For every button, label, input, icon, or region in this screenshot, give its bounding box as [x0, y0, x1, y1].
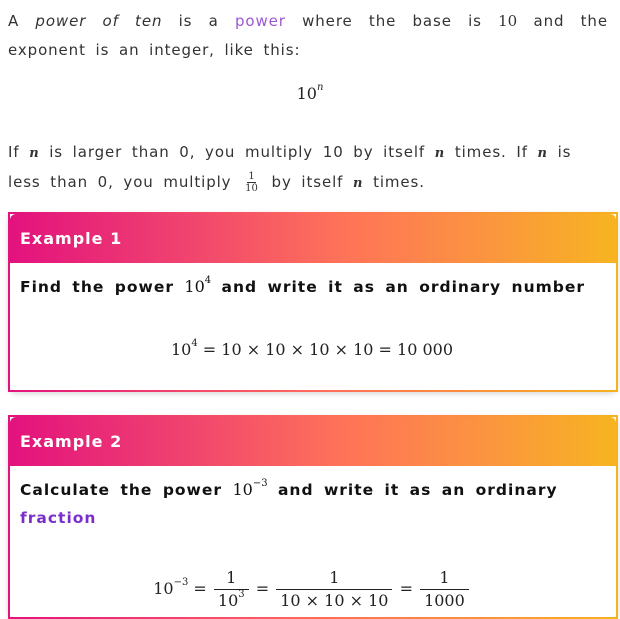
question-text: and write it as an ordinary	[277, 481, 558, 499]
solution-fraction-2	[280, 567, 388, 612]
fraction-one-tenth	[245, 171, 258, 194]
rule-text: If	[8, 143, 20, 161]
example-1-card	[8, 212, 618, 392]
variable-n: n	[537, 146, 548, 161]
formula-base: 10	[296, 84, 317, 103]
rule-text: by itself	[271, 173, 344, 191]
fraction-denominator: 10 × 10 × 10	[280, 591, 389, 610]
question-base: 10	[184, 277, 205, 296]
solution-fraction-1	[218, 567, 245, 612]
question-text: and write it as an ordinary number	[221, 278, 586, 296]
fraction-numerator: 1	[420, 567, 469, 590]
example-1-solution	[8, 337, 618, 359]
intro-text: A	[8, 12, 20, 30]
intro-paragraph	[8, 7, 608, 65]
solution-exponent: −3	[173, 576, 189, 588]
fraction-denominator-exponent: 3	[238, 588, 245, 600]
solution-base: 10	[153, 579, 174, 598]
fraction-denominator-base: 10	[217, 591, 239, 610]
question-text: Find the power	[20, 278, 174, 296]
solution-base: 10	[170, 340, 192, 359]
fraction-numerator: 1	[214, 567, 249, 590]
question-text: Calculate the power	[20, 481, 223, 499]
solution-exponent: 4	[191, 337, 198, 349]
fraction-link[interactable]: fraction	[20, 509, 97, 527]
display-formula	[0, 81, 620, 103]
equals-sign: =	[255, 579, 270, 598]
example-2-solution	[8, 567, 618, 612]
power-link[interactable]: power	[234, 12, 286, 30]
equals-sign: =	[399, 579, 413, 598]
fraction-denominator: 10	[245, 183, 258, 194]
fraction-numerator: 1	[276, 567, 392, 590]
variable-n: n	[434, 146, 446, 161]
example-2-header: Example 2	[10, 417, 616, 466]
variable-n: n	[353, 176, 364, 191]
rule-text: times.	[373, 173, 425, 191]
intro-text: is a	[178, 12, 219, 30]
fraction-denominator: 1000	[424, 591, 465, 610]
example-1-header: Example 1	[10, 214, 616, 263]
intro-text: where the base is	[302, 12, 482, 30]
variable-n: n	[29, 146, 40, 161]
example-2-card	[8, 415, 618, 619]
equals-sign: =	[193, 579, 207, 598]
fraction-numerator: 1	[248, 171, 255, 182]
solution-fraction-3	[424, 567, 465, 612]
question-base: 10	[232, 480, 253, 499]
rule-paragraph	[8, 138, 608, 198]
rule-text: times. If	[454, 143, 528, 161]
term-power-of-ten: power of ten	[35, 12, 163, 30]
question-exponent: 4	[204, 274, 212, 286]
formula-exponent: n	[316, 81, 324, 93]
example-2-question	[20, 476, 610, 532]
question-exponent: −3	[252, 477, 268, 489]
example-1-question	[20, 273, 610, 301]
rule-text: is larger than 0, you multiply 10 by itself	[49, 143, 426, 161]
solution-rhs: = 10 × 10 × 10 × 10 = 10 000	[202, 340, 454, 359]
rule-text: is less than 0, you multiply	[8, 143, 572, 191]
base-value: 10	[498, 12, 518, 30]
intro-text: and the exponent is an integer, like this:	[8, 12, 608, 59]
